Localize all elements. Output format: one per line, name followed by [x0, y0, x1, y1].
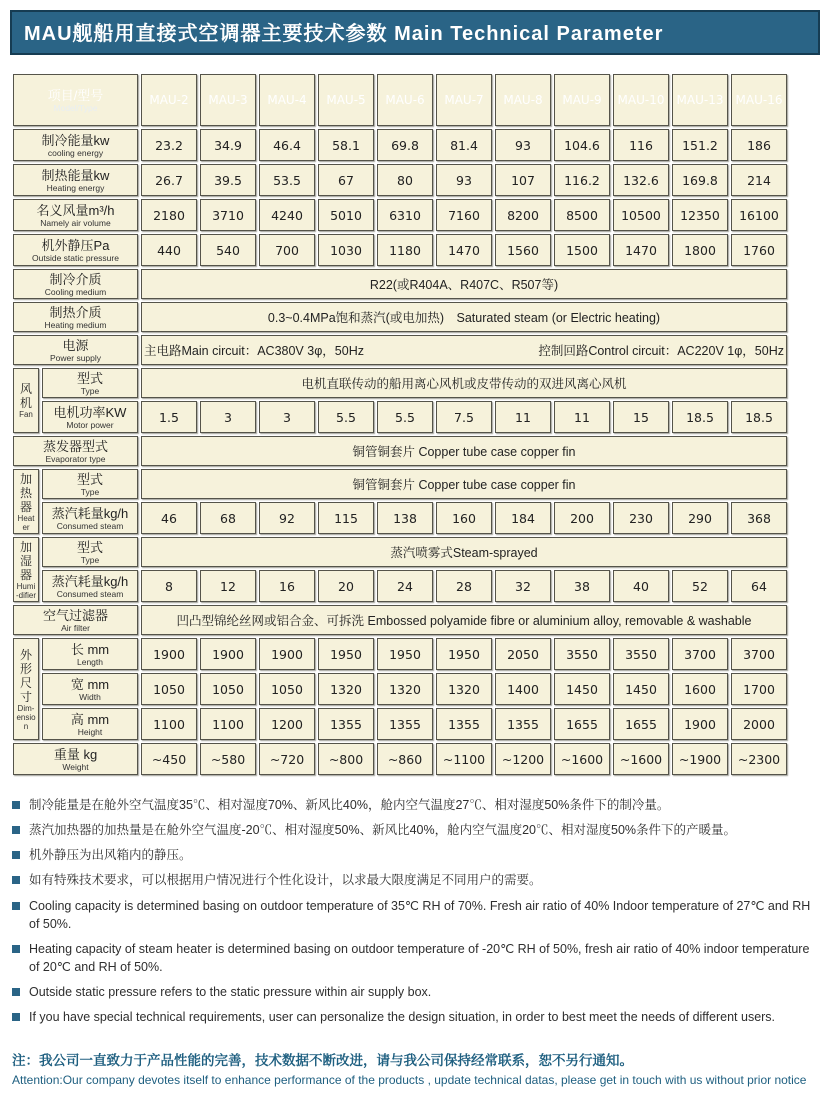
model-header-cell: MAU-2: [141, 74, 197, 126]
value-cell: 1560: [495, 234, 551, 266]
row-label-heating-energy: [13, 164, 138, 196]
row-label-power-supply: [13, 335, 138, 365]
corner-label-zh: 项目/型号: [47, 87, 104, 103]
attention-note: [10, 1052, 820, 1089]
square-bullet-icon: [12, 988, 20, 996]
value-cell: 290: [672, 502, 728, 534]
value-cell: 1050: [141, 673, 197, 705]
row-fan-type: [13, 368, 787, 398]
note-line: [12, 821, 818, 839]
value-cell: ~720: [259, 743, 315, 775]
square-bullet-icon: [12, 876, 20, 884]
value-cell: 1100: [200, 708, 256, 740]
value-cell: 1900: [200, 638, 256, 670]
model-header-cell: MAU-4: [259, 74, 315, 126]
value-cell: 67: [318, 164, 374, 196]
group-label-dimension: [13, 638, 39, 740]
square-bullet-icon: [12, 801, 20, 809]
value-cell: 3: [259, 401, 315, 433]
value-cell: 138: [377, 502, 433, 534]
power-supply-value: [141, 335, 787, 365]
value-cell: 18.5: [731, 401, 787, 433]
corner-label-en: Model/Type: [53, 102, 98, 113]
header-row: [13, 74, 787, 126]
row-humidifier-type: [13, 537, 787, 567]
note-line: [12, 796, 818, 814]
value-cell: ~1600: [613, 743, 669, 775]
value-cell: 93: [436, 164, 492, 196]
note-line: [12, 871, 818, 889]
model-header-cell: MAU-5: [318, 74, 374, 126]
label-en: Type: [80, 554, 100, 565]
value-cell: ~860: [377, 743, 433, 775]
group-en: Dim-ension: [16, 703, 36, 731]
label-zh: 电机功率KW: [53, 404, 127, 420]
note-text: 蒸汽加热器的加热量是在舱外空气温度-20℃、相对湿度50%、新风比40%，舱内空气温度20℃、相对湿度50%条件下的产暖量。: [29, 823, 737, 838]
value-cell: 116: [613, 129, 669, 161]
row-weight: [13, 743, 787, 775]
label-en: Weight: [62, 761, 89, 772]
row-length: [13, 638, 787, 670]
square-bullet-icon: [12, 851, 20, 859]
value-cell: 1900: [672, 708, 728, 740]
group-en: Fan: [19, 410, 33, 419]
label-zh: 型式: [76, 370, 103, 386]
value-cell: 1450: [554, 673, 610, 705]
group-zh: 加湿器: [19, 539, 32, 582]
value-cell: 10500: [613, 199, 669, 231]
value-cell: 8: [141, 570, 197, 602]
value-cell: 368: [731, 502, 787, 534]
row-label-width: [42, 673, 138, 705]
value-cell: 230: [613, 502, 669, 534]
group-label-heater: [13, 469, 39, 534]
row-label-static-pressure: [13, 234, 138, 266]
value-cell: 58.1: [318, 129, 374, 161]
row-cooling-energy: [13, 129, 787, 161]
value-cell: 440: [141, 234, 197, 266]
value-cell: 1950: [377, 638, 433, 670]
row-label-evaporator: [13, 436, 138, 466]
note-line: [12, 940, 818, 976]
value-cell: 186: [731, 129, 787, 161]
row-label-cooling-medium: [13, 269, 138, 299]
label-en: Outside static pressure: [32, 252, 119, 263]
square-bullet-icon: [12, 945, 20, 953]
label-zh: 宽 mm: [70, 676, 110, 692]
value-cell: 32: [495, 570, 551, 602]
label-zh: 制热介质: [49, 304, 102, 320]
value-cell: 8500: [554, 199, 610, 231]
label-zh: 蒸汽耗量kg/h: [51, 505, 129, 521]
value-cell: 24: [377, 570, 433, 602]
label-en: Namely air volume: [40, 217, 111, 228]
row-static-pressure: [13, 234, 787, 266]
value-cell: 151.2: [672, 129, 728, 161]
row-motor-power: [13, 401, 787, 433]
main-circuit-value: 主电路Main circuit：AC380V 3φ，50Hz: [144, 344, 364, 358]
row-label-fan-type: [42, 368, 138, 398]
note-line: [12, 983, 818, 1001]
value-cell: 540: [200, 234, 256, 266]
value-cell: 92: [259, 502, 315, 534]
group-en: Heater: [17, 513, 35, 532]
corner-header-cell: [13, 74, 138, 126]
value-cell: ~1900: [672, 743, 728, 775]
value-cell: 1320: [318, 673, 374, 705]
value-cell: 1320: [436, 673, 492, 705]
value-cell: 23.2: [141, 129, 197, 161]
control-circuit-value: 控制回路Control circuit：AC220V 1φ，50Hz: [538, 344, 784, 358]
value-cell: 52: [672, 570, 728, 602]
value-cell: 69.8: [377, 129, 433, 161]
value-cell: 1760: [731, 234, 787, 266]
row-label-heating-medium: [13, 302, 138, 332]
value-cell: 3700: [672, 638, 728, 670]
label-en: Heating medium: [44, 319, 107, 330]
value-cell: 7.5: [436, 401, 492, 433]
value-cell: 81.4: [436, 129, 492, 161]
row-label-air-volume: [13, 199, 138, 231]
row-label-humidifier-steam: [42, 570, 138, 602]
row-heater-type: [13, 469, 787, 499]
label-zh: 型式: [76, 471, 103, 487]
footnotes: [10, 796, 820, 1026]
model-header-cell: MAU-10: [613, 74, 669, 126]
heater-type-value: 铜管铜套片 Copper tube case copper fin: [141, 469, 787, 499]
model-header-cell: MAU-16: [731, 74, 787, 126]
label-en: Type: [80, 385, 100, 396]
air-filter-value: 凹凸型锦纶丝网或铝合金、可拆洗 Embossed polyamide fibre or aluminium alloy, removable & washable: [141, 605, 787, 635]
value-cell: 3710: [200, 199, 256, 231]
value-cell: 1700: [731, 673, 787, 705]
value-cell: 2050: [495, 638, 551, 670]
value-cell: 1500: [554, 234, 610, 266]
value-cell: 12350: [672, 199, 728, 231]
attention-en: Attention:Our company devotes itself to enhance performance of the products , update technical datas, please get in touch with us without prior notice: [12, 1073, 807, 1088]
value-cell: 1355: [495, 708, 551, 740]
row-width: [13, 673, 787, 705]
value-cell: ~580: [200, 743, 256, 775]
label-zh: 制热能量kw: [41, 167, 110, 183]
value-cell: 40: [613, 570, 669, 602]
attention-zh: 注：我公司一直致力于产品性能的完善，技术数据不断改进，请与我公司保持经常联系，恕不另行通知。: [12, 1053, 633, 1069]
spec-table: [10, 71, 790, 778]
label-zh: 高 mm: [70, 711, 110, 727]
value-cell: 16: [259, 570, 315, 602]
value-cell: 11: [554, 401, 610, 433]
row-power-supply: [13, 335, 787, 365]
value-cell: 1900: [141, 638, 197, 670]
note-text: Heating capacity of steam heater is determined basing on outdoor temperature of -20℃ RH of 50%, fresh air ratio of 40% indoor temperature of 20℃ and RH of 50%.: [29, 941, 810, 974]
value-cell: 38: [554, 570, 610, 602]
row-label-motor-power: [42, 401, 138, 433]
model-header-cell: MAU-3: [200, 74, 256, 126]
note-text: Outside static pressure refers to the static pressure within air supply box.: [29, 985, 432, 999]
value-cell: 3: [200, 401, 256, 433]
value-cell: 3550: [613, 638, 669, 670]
value-cell: 700: [259, 234, 315, 266]
label-en: Consumed steam: [56, 520, 124, 531]
model-header-cell: MAU-8: [495, 74, 551, 126]
value-cell: 93: [495, 129, 551, 161]
value-cell: 1400: [495, 673, 551, 705]
value-cell: 1655: [554, 708, 610, 740]
row-air-filter: [13, 605, 787, 635]
fan-type-value: 电机直联传动的船用离心风机或皮带传动的双进风离心风机: [141, 368, 787, 398]
value-cell: 4240: [259, 199, 315, 231]
value-cell: ~2300: [731, 743, 787, 775]
value-cell: ~450: [141, 743, 197, 775]
value-cell: 28: [436, 570, 492, 602]
model-header-cell: MAU-7: [436, 74, 492, 126]
value-cell: 104.6: [554, 129, 610, 161]
note-line: [12, 846, 818, 864]
value-cell: 12: [200, 570, 256, 602]
label-zh: 制冷介质: [49, 271, 102, 287]
value-cell: 1950: [318, 638, 374, 670]
value-cell: 1900: [259, 638, 315, 670]
label-en: Width: [79, 691, 101, 702]
label-en: Cooling medium: [44, 286, 107, 297]
row-label-air-filter: [13, 605, 138, 635]
value-cell: 1355: [377, 708, 433, 740]
row-label-heater-type: [42, 469, 138, 499]
note-text: 如有特殊技术要求，可以根据用户情况进行个性化设计，以求最大限度满足不同用户的需要。: [29, 873, 542, 888]
value-cell: 3550: [554, 638, 610, 670]
square-bullet-icon: [12, 902, 20, 910]
row-label-humidifier-type: [42, 537, 138, 567]
page-title: MAU舰船用直接式空调器主要技术参数 Main Technical Parameter: [10, 10, 820, 55]
model-header-cell: MAU-9: [554, 74, 610, 126]
model-header-cell: MAU-13: [672, 74, 728, 126]
row-heater-steam: [13, 502, 787, 534]
value-cell: ~1200: [495, 743, 551, 775]
group-zh: 外形尺寸: [19, 647, 32, 704]
value-cell: 132.6: [613, 164, 669, 196]
label-en: Type: [80, 486, 100, 497]
label-en: Height: [77, 726, 103, 737]
value-cell: 1800: [672, 234, 728, 266]
value-cell: 115: [318, 502, 374, 534]
value-cell: 1320: [377, 673, 433, 705]
row-label-cooling-energy: [13, 129, 138, 161]
value-cell: 1470: [613, 234, 669, 266]
value-cell: ~800: [318, 743, 374, 775]
row-label-height: [42, 708, 138, 740]
value-cell: 53.5: [259, 164, 315, 196]
value-cell: 1050: [259, 673, 315, 705]
value-cell: 1355: [318, 708, 374, 740]
value-cell: 107: [495, 164, 551, 196]
row-label-length: [42, 638, 138, 670]
row-humidifier-steam: [13, 570, 787, 602]
value-cell: 34.9: [200, 129, 256, 161]
value-cell: 1.5: [141, 401, 197, 433]
note-text: 机外静压为出风箱内的静压。: [29, 848, 192, 863]
value-cell: 46: [141, 502, 197, 534]
label-en: Consumed steam: [56, 588, 124, 599]
label-en: Power supply: [49, 352, 102, 363]
value-cell: 8200: [495, 199, 551, 231]
value-cell: 214: [731, 164, 787, 196]
value-cell: 2180: [141, 199, 197, 231]
value-cell: 3700: [731, 638, 787, 670]
note-text: If you have special technical requirements, user can personalize the design situation, in order to best meet the needs of different users.: [29, 1010, 776, 1025]
value-cell: 184: [495, 502, 551, 534]
group-zh: 加热器: [19, 471, 32, 514]
model-header-cell: MAU-6: [377, 74, 433, 126]
row-evaporator: [13, 436, 787, 466]
value-cell: 18.5: [672, 401, 728, 433]
note-text: Cooling capacity is determined basing on outdoor temperature of 35℃ RH of 70%. Fresh air ratio of 40% Indoor temperature of 27℃ and RH of 50%.: [29, 898, 811, 931]
group-label-fan: [13, 368, 39, 433]
value-cell: 160: [436, 502, 492, 534]
label-zh: 空气过滤器: [42, 607, 108, 623]
row-heating-medium: [13, 302, 787, 332]
row-label-heater-steam: [42, 502, 138, 534]
evaporator-value: 铜管铜套片 Copper tube case copper fin: [141, 436, 787, 466]
label-en: cooling energy: [47, 147, 104, 158]
label-en: Motor power: [66, 419, 114, 430]
group-label-humidifier: [13, 537, 39, 602]
value-cell: 64: [731, 570, 787, 602]
value-cell: 1050: [200, 673, 256, 705]
value-cell: 15: [613, 401, 669, 433]
value-cell: 26.7: [141, 164, 197, 196]
value-cell: 20: [318, 570, 374, 602]
value-cell: 39.5: [200, 164, 256, 196]
square-bullet-icon: [12, 1013, 20, 1021]
value-cell: 1355: [436, 708, 492, 740]
humidifier-type-value: 蒸汽喷雾式Steam-sprayed: [141, 537, 787, 567]
label-zh: 蒸发器型式: [42, 438, 108, 454]
value-cell: 1030: [318, 234, 374, 266]
label-zh: 型式: [76, 539, 103, 555]
row-height: [13, 708, 787, 740]
label-zh: 制冷能量kw: [41, 132, 110, 148]
value-cell: 68: [200, 502, 256, 534]
note-text: 制冷能量是在舱外空气温度35℃、相对湿度70%、新风比40%，舱内空气温度27℃、相对湿度50%条件下的制冷量。: [29, 798, 670, 812]
value-cell: 200: [554, 502, 610, 534]
row-label-weight: [13, 743, 138, 775]
value-cell: 1950: [436, 638, 492, 670]
note-line: [12, 897, 818, 933]
value-cell: 1470: [436, 234, 492, 266]
value-cell: 11: [495, 401, 551, 433]
value-cell: 6310: [377, 199, 433, 231]
label-zh: 机外静压Pa: [41, 237, 110, 253]
value-cell: 1200: [259, 708, 315, 740]
value-cell: 7160: [436, 199, 492, 231]
label-en: Heating energy: [46, 182, 105, 193]
label-en: Evaporator type: [45, 453, 106, 464]
value-cell: 5.5: [377, 401, 433, 433]
group-zh: 风机: [19, 382, 32, 410]
heating-medium-value: 0.3~0.4MPa饱和蒸汽(或电加热) Saturated steam (or Electric heating): [141, 302, 787, 332]
value-cell: ~1600: [554, 743, 610, 775]
label-zh: 重量 kg: [53, 746, 98, 762]
value-cell: 16100: [731, 199, 787, 231]
value-cell: 5010: [318, 199, 374, 231]
group-en: Humi-difier: [16, 581, 37, 600]
row-air-volume: [13, 199, 787, 231]
label-zh: 蒸汽耗量kg/h: [51, 573, 129, 589]
note-line: [12, 1008, 818, 1026]
value-cell: ~1100: [436, 743, 492, 775]
value-cell: 1180: [377, 234, 433, 266]
value-cell: 80: [377, 164, 433, 196]
label-zh: 名义风量m³/h: [36, 202, 115, 218]
row-heating-energy: [13, 164, 787, 196]
value-cell: 1655: [613, 708, 669, 740]
label-zh: 长 mm: [70, 641, 110, 657]
value-cell: 2000: [731, 708, 787, 740]
label-zh: 电源: [62, 337, 89, 353]
value-cell: 169.8: [672, 164, 728, 196]
value-cell: 116.2: [554, 164, 610, 196]
row-cooling-medium: [13, 269, 787, 299]
value-cell: 46.4: [259, 129, 315, 161]
value-cell: 1450: [613, 673, 669, 705]
label-en: Air filter: [61, 622, 90, 633]
value-cell: 1600: [672, 673, 728, 705]
square-bullet-icon: [12, 826, 20, 834]
value-cell: 1100: [141, 708, 197, 740]
value-cell: 5.5: [318, 401, 374, 433]
cooling-medium-value: R22(或R404A、R407C、R507等): [141, 269, 787, 299]
label-en: Length: [77, 656, 103, 667]
